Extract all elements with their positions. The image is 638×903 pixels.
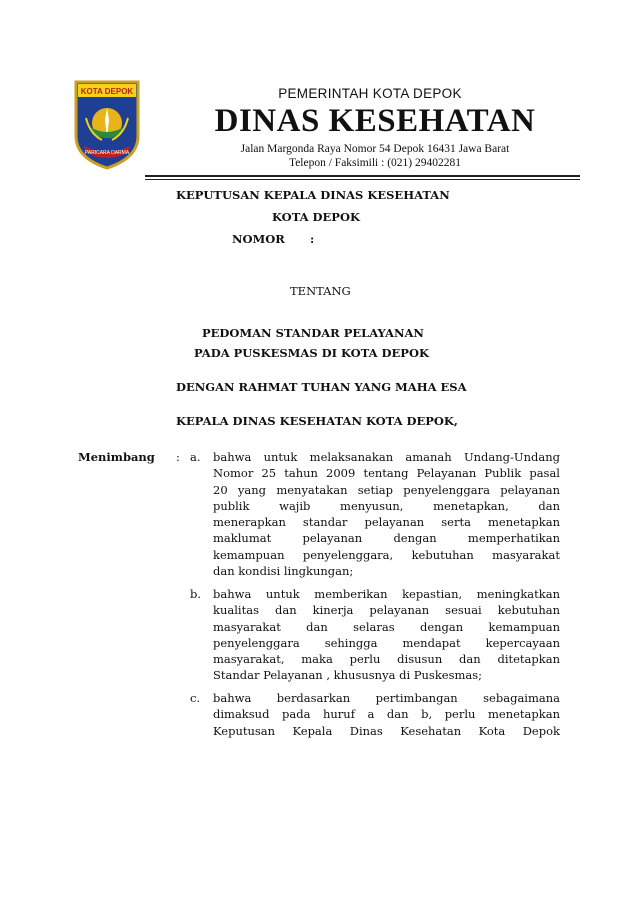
item-b-line: Standar Pelayanan , khususnya di Puskesmas; xyxy=(213,668,483,683)
item-c-marker: c. xyxy=(190,691,201,705)
item-b-text xyxy=(213,586,560,684)
item-b-line: masyarakat, maka perlu disusun dan ditetapkan xyxy=(213,652,560,667)
considering-colon: : xyxy=(176,450,180,464)
item-c-line: bahwa berdasarkan pertimbangan sebagaimana xyxy=(213,691,560,705)
item-b-line: kualitas dan kinerja pelayanan sesuai kebutuhan xyxy=(213,603,560,618)
decree-title-line-1: KEPUTUSAN KEPALA DINAS KESEHATAN xyxy=(176,188,450,202)
about-label: TENTANG xyxy=(290,284,351,298)
item-a-text xyxy=(213,449,560,579)
kota-depok-emblem xyxy=(72,78,142,170)
logo-text-top: KOTA DEPOK xyxy=(80,87,134,96)
letterhead-rule-thin xyxy=(145,179,580,180)
item-c-text xyxy=(213,690,560,739)
item-c-line: Keputusan Kepala Dinas Kesehatan Kota Depok xyxy=(213,723,560,738)
letterhead-rule-thick xyxy=(145,175,580,177)
considering-label: Menimbang xyxy=(78,450,155,464)
item-a-marker: a. xyxy=(190,450,201,464)
department-name: DINAS KESEHATAN xyxy=(214,103,536,139)
number-colon: : xyxy=(310,232,315,246)
item-b-marker: b. xyxy=(190,587,202,601)
subject-line-2: PADA PUSKESMAS DI KOTA DEPOK xyxy=(194,346,429,360)
item-a-line: publik wajib menyusun, menetapkan, dan xyxy=(213,498,560,513)
decree-title-line-2: KOTA DEPOK xyxy=(272,210,360,224)
government-name: PEMERINTAH KOTA DEPOK xyxy=(278,86,462,101)
item-c-line: dimaksud pada huruf a dan b, perlu menetapkan xyxy=(213,707,560,722)
item-a-line: Nomor 25 tahun 2009 tentang Pelayanan Publik pasal xyxy=(213,466,560,481)
item-a-line: 20 yang menyatakan setiap penyelenggara pelayanan xyxy=(213,482,560,497)
item-a-line: dan kondisi lingkungan; xyxy=(213,564,354,579)
item-a-line: bahwa untuk melaksanakan amanah Undang-Undang xyxy=(213,450,560,464)
authority-line: KEPALA DINAS KESEHATAN KOTA DEPOK, xyxy=(176,414,458,428)
item-b-line: bahwa untuk memberikan kepastian, meningkatkan xyxy=(213,587,560,601)
logo-text-bottom: PARICARA DARMA xyxy=(84,150,130,156)
item-a-line: kemampuan penyelenggara, kebutuhan masyarakat xyxy=(213,547,560,562)
subject-line-1: PEDOMAN STANDAR PELAYANAN xyxy=(202,326,424,340)
item-b-line: masyarakat dan selaras dengan kemampuan xyxy=(213,619,560,634)
grace-invocation: DENGAN RAHMAT TUHAN YANG MAHA ESA xyxy=(176,380,467,394)
address-line-2: Telepon / Faksimili : (021) 29402281 xyxy=(288,157,461,169)
address-line-1: Jalan Margonda Raya Nomor 54 Depok 16431 Jawa Barat xyxy=(240,143,510,155)
item-b-line: penyelenggara sehingga mendapat kepercayaan xyxy=(213,635,560,650)
item-a-line: menerapkan standar pelayanan serta menetapkan xyxy=(213,515,560,530)
item-a-line: maklumat pelayanan dengan memperhatikan xyxy=(213,531,560,546)
number-label: NOMOR xyxy=(232,232,285,246)
